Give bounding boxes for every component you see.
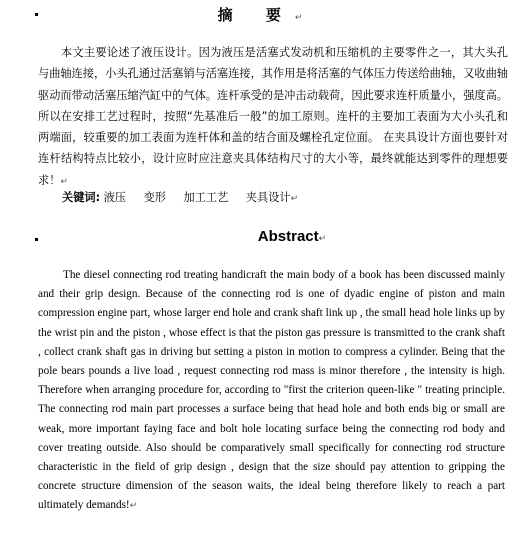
- abstract-cn-text: 本文主要论述了液压设计。因为液压是活塞式发动机和压缩机的主要零件之一，其大头孔与曲轴连接，小头孔通过活塞销与活塞连接，其作用是将活塞的气体压力传送给曲轴，又收曲轴驱动而带动活塞压缩汽缸中的气体。连杆承受的是冲击动载荷，因此要求连杆质量小，强度高。所以在安排工艺过程时，按照“先基准后一般”的加工原则。连杆的主要加工表面为大小头孔和两端面，较重要的加工表面为连杆体和盖的结合面及螺栓孔定位面。 在夹具设计方面也要针对连杆结构特点比较小，设计应时应注意夹具体结构尺寸的大小等，最终就能达到零件的理想要求！: [38, 46, 508, 187]
- abstract-cn-body: [38, 42, 508, 193]
- keywords-line: [62, 190, 298, 207]
- paragraph-mark-icon: ↵: [290, 194, 299, 204]
- paragraph-mark-icon: ↵: [294, 13, 303, 23]
- abstract-cn-heading-text: 摘 要: [217, 6, 295, 24]
- keywords-label: 关键词:: [62, 191, 101, 204]
- paragraph-mark-icon: ↵: [318, 234, 327, 244]
- paragraph-mark-icon: ↵: [129, 501, 138, 512]
- keyword-item: 夹具设计: [245, 191, 291, 204]
- abstract-en-heading-text: Abstract: [257, 228, 319, 245]
- abstract-en-heading: [0, 227, 520, 249]
- keyword-item: 加工工艺: [183, 191, 229, 204]
- abstract-cn-heading: [0, 5, 520, 28]
- keyword-item: 变形: [143, 191, 166, 204]
- abstract-en-text: The diesel connecting rod treating handicraft the main body of a book has been discussed mainly and their grip design. Because of the connecting rod is one of dyadic engine of piston and main compression engine part, whose larger end hole and crank shaft link up , the small head hole links up by the wrist pin and the piston , whose effect is that the piston gas pressure is transmitted to the crank shaft , collect crank shaft gas in driving but setting a piston in motion to compress a cylinder. Being that the pole bears pounds a live load , request connecting rod mass is minor therefore , the intensity is high. Therefore when arranging procedure for, according to "first the criterion queen-like " treating principle. The connecting rod main part processes a surface being that head hole and both ends big or small are weak, more important faying face and bolt hole locating surface being the connecting rod body and cover treating outside. Also should be comparatively small specifically for connecting rod structure characteristic in the field of grip design , design that the size should pay attention to gripping the concrete structure dimension of the season waits, the ideal being therefore likely to reach a part ultimately demands!: [38, 269, 505, 512]
- abstract-en-body: [38, 266, 505, 517]
- keyword-item: 液压: [103, 191, 126, 204]
- paragraph-mark-icon: ↵: [60, 176, 68, 187]
